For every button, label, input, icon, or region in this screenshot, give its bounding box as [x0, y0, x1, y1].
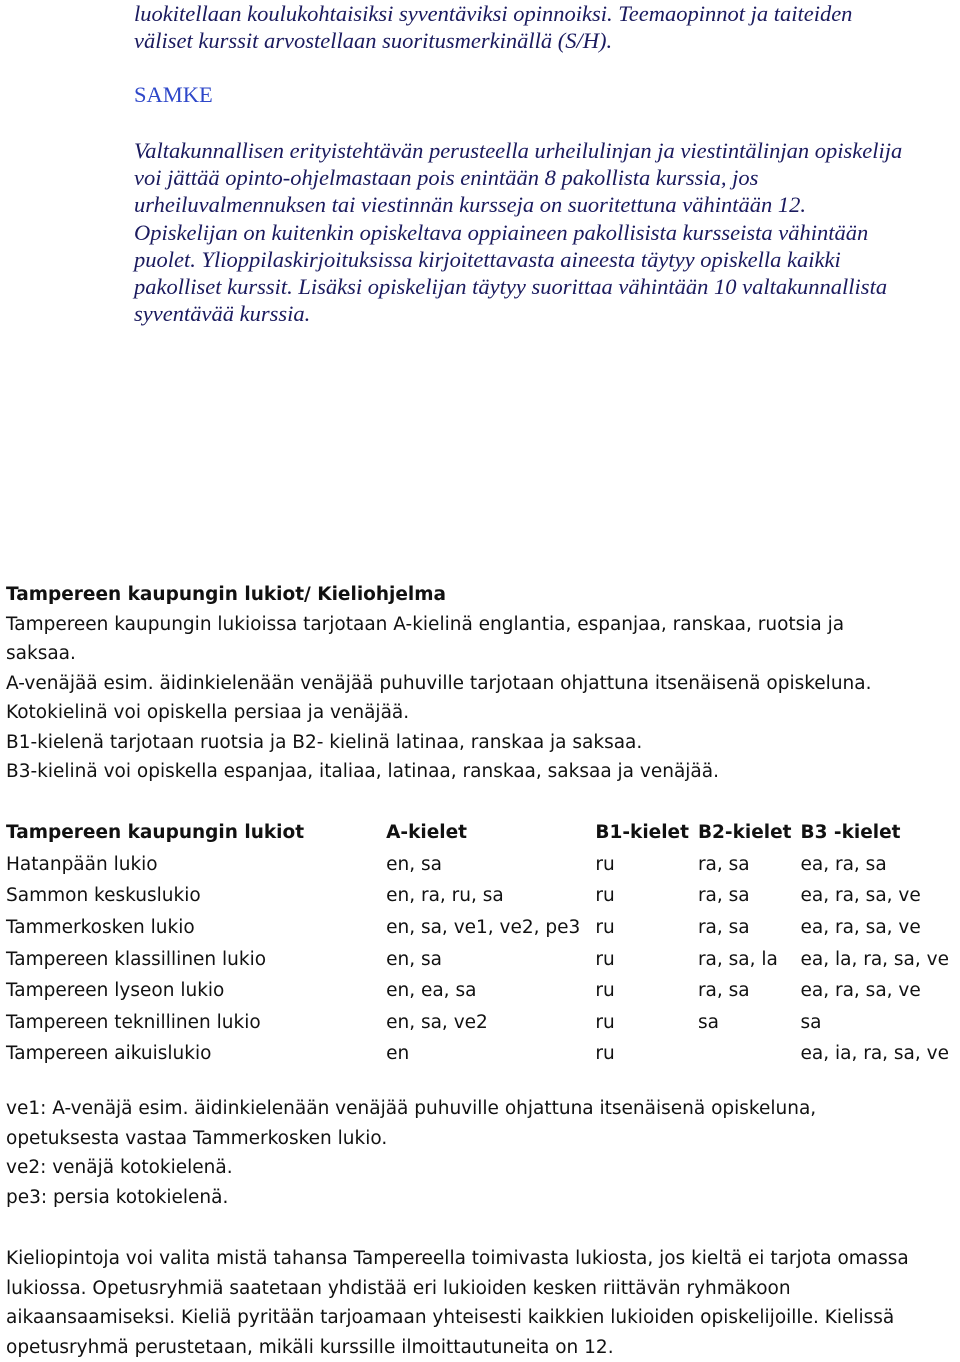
- header-b1-languages: B1-kielet: [595, 817, 698, 849]
- b3-languages: ea, ra, sa, ve: [801, 975, 960, 1007]
- text-line: Valtakunnallisen erityistehtävän perusteella urheilulinjan ja viestintälinjan opiskelija: [134, 137, 902, 164]
- b3-languages: sa: [801, 1007, 960, 1039]
- b2-languages: ra, sa: [698, 849, 801, 881]
- text-line: opetusryhmä perustetaan, mikäli kurssille ilmoittautuneita on 12.: [6, 1333, 946, 1362]
- text-line: aikaansaamiseksi. Kieliä pyritään tarjoamaan yhteisesti kaikkien lukioiden opiskelijoille. Kielissä: [6, 1303, 946, 1333]
- table-header-row: [2, 817, 960, 849]
- footnote: ve2: venäjä kotokielenä.: [6, 1153, 946, 1183]
- closing-paragraph: [6, 1244, 946, 1362]
- text-line: saksaa.: [6, 639, 946, 669]
- b1-languages: ru: [595, 880, 698, 912]
- language-table: [2, 817, 960, 1070]
- kieliohjelma-section: [6, 580, 946, 787]
- a-languages: en, sa: [386, 849, 595, 881]
- a-languages: en: [386, 1038, 595, 1070]
- text-line: luokitellaan koulukohtaisiksi syventäviksi opinnoiksi. Teemaopinnot ja taiteiden: [134, 0, 852, 27]
- text-line: voi jättää opinto-ohjelmastaan pois enintään 8 pakollista kurssia, jos: [134, 164, 902, 191]
- top-paragraph: [134, 0, 852, 54]
- text-line: Kieliopintoja voi valita mistä tahansa Tampereella toimivasta lukiosta, jos kieltä ei tarjota omassa: [6, 1244, 946, 1274]
- footnote: opetuksesta vastaa Tammerkosken lukio.: [6, 1124, 946, 1154]
- b1-languages: ru: [595, 975, 698, 1007]
- b1-languages: ru: [595, 1038, 698, 1070]
- text-line: A-venäjää esim. äidinkielenään venäjää puhuville tarjotaan ohjattuna itsenäisenä opiskeluna.: [6, 669, 946, 699]
- b1-languages: ru: [595, 912, 698, 944]
- text-line: puolet. Ylioppilaskirjoituksissa kirjoitettavasta aineesta täytyy opiskella kaikki: [134, 246, 902, 273]
- table-row: [2, 975, 960, 1007]
- b3-languages: ea, ra, sa: [801, 849, 960, 881]
- school-name: Hatanpään lukio: [2, 849, 386, 881]
- footnote: pe3: persia kotokielenä.: [6, 1183, 946, 1213]
- text-line: pakolliset kurssit. Lisäksi opiskelijan täytyy suorittaa vähintään 10 valtakunnallista: [134, 273, 902, 300]
- table-row: [2, 1038, 960, 1070]
- a-languages: en, sa: [386, 943, 595, 975]
- b1-languages: ru: [595, 1007, 698, 1039]
- header-b3-languages: B3 -kielet: [801, 817, 960, 849]
- text-line: B1-kielenä tarjotaan ruotsia ja B2- kielinä latinaa, ranskaa ja saksaa.: [6, 728, 946, 758]
- header-b2-languages: B2-kielet: [698, 817, 801, 849]
- b1-languages: ru: [595, 849, 698, 881]
- text-line: urheiluvalmennuksen tai viestinnän kursseja on suoritettuna vähintään 12.: [134, 191, 902, 218]
- table-row: [2, 1007, 960, 1039]
- b3-languages: ea, ra, sa, ve: [801, 912, 960, 944]
- text-line: B3-kielinä voi opiskella espanjaa, italiaa, latinaa, ranskaa, saksaa ja venäjää.: [6, 757, 946, 787]
- b3-languages: ea, ra, sa, ve: [801, 880, 960, 912]
- text-line: Opiskelijan on kuitenkin opiskeltava oppiaineen pakollisista kursseista vähintään: [134, 219, 902, 246]
- b2-languages: [698, 1038, 801, 1070]
- a-languages: en, ra, ru, sa: [386, 880, 595, 912]
- b1-languages: ru: [595, 943, 698, 975]
- header-school: Tampereen kaupungin lukiot: [2, 817, 386, 849]
- school-name: Tammerkosken lukio: [2, 912, 386, 944]
- text-line: Tampereen kaupungin lukioissa tarjotaan A-kielinä englantia, espanjaa, ranskaa, ruotsia ja: [6, 610, 946, 640]
- a-languages: en, sa, ve1, ve2, pe3: [386, 912, 595, 944]
- footnotes: [6, 1094, 946, 1212]
- b3-languages: ea, ia, ra, sa, ve: [801, 1038, 960, 1070]
- header-a-languages: A-kielet: [386, 817, 595, 849]
- b2-languages: ra, sa: [698, 880, 801, 912]
- kieliohjelma-heading: Tampereen kaupungin lukiot/ Kieliohjelma: [6, 580, 946, 610]
- b3-languages: ea, la, ra, sa, ve: [801, 943, 960, 975]
- school-name: Tampereen teknillinen lukio: [2, 1007, 386, 1039]
- samke-heading: SAMKE: [134, 82, 213, 108]
- text-line: väliset kurssit arvostellaan suoritusmerkinällä (S/H).: [134, 27, 852, 54]
- b2-languages: sa: [698, 1007, 801, 1039]
- b2-languages: ra, sa: [698, 912, 801, 944]
- school-name: Tampereen aikuislukio: [2, 1038, 386, 1070]
- text-line: lukiossa. Opetusryhmiä saatetaan yhdistää eri lukioiden kesken riittävän ryhmäkoon: [6, 1274, 946, 1304]
- table-row: [2, 849, 960, 881]
- school-name: Tampereen lyseon lukio: [2, 975, 386, 1007]
- b2-languages: ra, sa, la: [698, 943, 801, 975]
- text-line: syventävää kurssia.: [134, 300, 902, 327]
- table-row: [2, 943, 960, 975]
- samke-paragraph: [134, 137, 902, 327]
- footnote: ve1: A-venäjä esim. äidinkielenään venäjää puhuville ohjattuna itsenäisenä opiskeluna,: [6, 1094, 946, 1124]
- text-line: Kotokielinä voi opiskella persiaa ja venäjää.: [6, 698, 946, 728]
- b2-languages: ra, sa: [698, 975, 801, 1007]
- a-languages: en, ea, sa: [386, 975, 595, 1007]
- school-name: Tampereen klassillinen lukio: [2, 943, 386, 975]
- a-languages: en, sa, ve2: [386, 1007, 595, 1039]
- table-row: [2, 912, 960, 944]
- table-row: [2, 880, 960, 912]
- school-name: Sammon keskuslukio: [2, 880, 386, 912]
